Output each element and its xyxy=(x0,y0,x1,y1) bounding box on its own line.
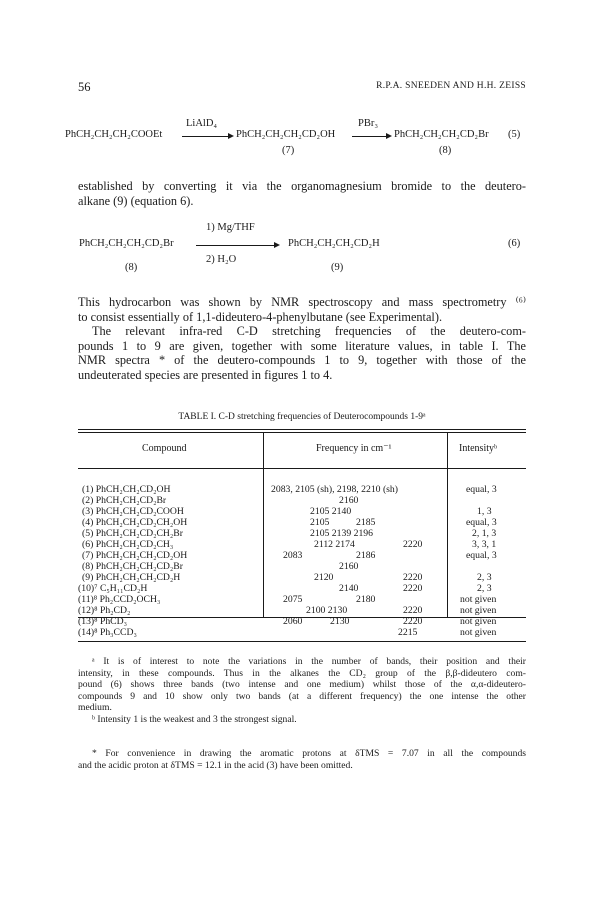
intermediate-alcohol: PhCH₂CH₂CH₂CD₂OH xyxy=(236,129,336,140)
text-line: The relevant infra-red C-D stretching frequencies of the deutero-com- xyxy=(92,324,526,339)
frequency-cell: 2105 2139 2196 xyxy=(310,528,373,539)
frequency-cell: 2112 2174 xyxy=(314,539,355,550)
footnote-line: * For convenience in drawing the aromatic protons at δTMS = 7.07 in all the compounds xyxy=(92,748,526,759)
equation-number: (6) xyxy=(508,238,521,249)
compound-label-7: (7) xyxy=(282,145,295,156)
reagent-pbr3: PBr₃ xyxy=(358,118,379,129)
frequency-cell: 2083 xyxy=(283,550,303,561)
frequency-cell: 2220 xyxy=(403,616,423,627)
reagent-mg-thf: 1) Mg/THF xyxy=(206,222,255,233)
frequency-cell: 2220 xyxy=(403,572,423,583)
paragraph-2 xyxy=(78,295,526,383)
compound-cell: (5) PhCH₂CH₂CD₂CH₂Br xyxy=(82,528,183,539)
product-bromide: PhCH₂CH₂CH₂CD₂Br xyxy=(394,129,489,140)
compound-cell: (6) PhCH₂CH₂CD₂CH₃ xyxy=(82,539,174,550)
page-number: 56 xyxy=(78,80,91,94)
intensity-cell: not given xyxy=(460,616,497,627)
reaction-arrow-2 xyxy=(352,136,390,137)
footnote-line: ᵃ It is of interest to note the variations in the number of bands, their position and their xyxy=(92,656,526,667)
compound-cell: (2) PhCH₂CH₂CD₂Br xyxy=(82,495,167,506)
intensity-cell: not given xyxy=(460,605,497,616)
reaction-arrow-1 xyxy=(182,136,232,137)
intensity-cell: 2, 3 xyxy=(477,572,492,583)
text-line: to consist essentially of 1,1-dideutero-4-phenylbutane (see Experimental). xyxy=(78,309,443,324)
footnote-line: pound (6) shows three bands (two intense and one medium) whilst those of the α,α-dideutero- xyxy=(78,679,526,691)
frequency-cell: 2105 xyxy=(310,517,330,528)
frequency-cell: 2220 xyxy=(403,539,423,550)
frequency-cell: 2186 xyxy=(356,550,376,561)
frequency-cell: 2100 2130 xyxy=(306,605,348,616)
compound-cell: (4) PhCH₂CH₂CD₂CH₂OH xyxy=(82,517,188,528)
compound-cell: (1) PhCH₂CH₂CD₂OH xyxy=(82,484,171,495)
footnote-line: ᵇ Intensity 1 is the weakest and 3 the strongest signal. xyxy=(92,714,297,725)
frequency-cell: 2160 xyxy=(339,495,359,506)
frequency-cell: 2185 xyxy=(356,517,376,528)
frequency-cell: 2130 xyxy=(330,616,350,627)
column-header-intensity: Intensityᵇ xyxy=(459,443,498,454)
compound-cell: (14)⁸ Ph₃CCD₃ xyxy=(78,627,137,638)
product-alkane: PhCH₂CH₂CH₂CD₂H xyxy=(288,238,380,249)
footnote-line: compounds 9 and 10 show only two bands (at a different frequency) the one intense the other xyxy=(78,690,526,702)
compound-cell: (3) PhCH₂CH₂CD₂COOH xyxy=(82,506,184,517)
reagent-water: 2) H₂O xyxy=(206,254,237,265)
compound-label-9: (9) xyxy=(331,262,344,273)
table-header-rule xyxy=(78,468,526,469)
table-column-divider xyxy=(263,432,264,617)
table-top-rule xyxy=(78,429,526,430)
compound-cell: (10)⁷ C₅H₁₁CD₂H xyxy=(78,583,148,594)
intensity-cell: not given xyxy=(460,627,497,638)
compound-cell: (7) PhCH₂CH₂CH₂CD₂OH xyxy=(82,550,188,561)
frequency-cell: 2105 2140 xyxy=(310,506,352,517)
reactant-bromide: PhCH₂CH₂CH₂CD₂Br xyxy=(79,238,174,249)
frequency-cell: 2160 xyxy=(339,561,359,572)
footnote-line: and the acidic proton at δTMS = 12.1 in the acid (3) have been omitted. xyxy=(78,759,353,771)
text-line: undeuterated species are presented in figures 1 to 4. xyxy=(78,367,333,382)
frequency-cell: 2060 xyxy=(283,616,303,627)
intensity-cell: equal, 3 xyxy=(466,484,497,495)
compound-cell: (11)⁸ Ph₂CCD₂OCH₃ xyxy=(78,594,161,605)
frequency-cell: 2220 xyxy=(403,605,423,616)
frequency-cell: 2180 xyxy=(356,594,376,605)
compound-cell: (13)⁸ PhCD₃ xyxy=(78,616,128,627)
intensity-cell: not given xyxy=(460,594,497,605)
text-line: established by converting it via the organomagnesium bromide to the deutero- xyxy=(78,179,526,193)
table-caption: TABLE I. C-D stretching frequencies of Deuterocompounds 1-9ᵃ xyxy=(178,412,426,422)
compound-label-8: (8) xyxy=(125,262,138,273)
intensity-cell: 2, 3 xyxy=(477,583,492,594)
compound-label-8: (8) xyxy=(439,145,452,156)
column-header-compound: Compound xyxy=(142,443,187,454)
compound-cell: (8) PhCH₂CH₂CH₂CD₂Br xyxy=(82,561,183,572)
reaction-arrow-3 xyxy=(196,245,278,246)
compound-cell: (12)⁸ Ph₂CD₂ xyxy=(78,605,131,616)
table-top-rule-2 xyxy=(78,432,526,433)
frequency-cell: 2120 xyxy=(314,572,334,583)
reactant-ester: PhCH₂CH₂CH₂COOEt xyxy=(65,129,163,140)
frequency-cell: 2075 xyxy=(283,594,303,605)
compound-cell: (9) PhCH₂CH₂CH₂CD₂H xyxy=(82,572,181,583)
frequency-cell: 2220 xyxy=(403,583,423,594)
intensity-cell: 1, 3 xyxy=(477,506,492,517)
text-line: NMR spectra * of the deutero-compounds 1 to 9, together with those of the xyxy=(78,353,526,368)
column-header-frequency: Frequency in cm⁻¹ xyxy=(316,443,392,454)
intensity-cell: 2, 1, 3 xyxy=(472,528,497,539)
running-head: R.P.A. SNEEDEN AND H.H. ZEISS xyxy=(376,81,526,91)
footnote-line: medium. xyxy=(78,702,112,714)
text-line: This hydrocarbon was shown by NMR spectroscopy and mass spectrometry ⁽⁶⁾ xyxy=(78,295,526,309)
intensity-cell: equal, 3 xyxy=(466,517,497,528)
reagent-lialD4: LiAlD₄ xyxy=(186,118,218,129)
frequency-cell: 2215 xyxy=(398,627,418,638)
frequency-cell: 2083, 2105 (sh), 2198, 2210 (sh) xyxy=(271,484,399,495)
equation-number: (5) xyxy=(508,129,521,140)
frequency-cell: 2140 xyxy=(339,583,359,594)
text-line: alkane (9) (equation 6). xyxy=(78,193,194,208)
paragraph-1 xyxy=(78,179,526,208)
footnote-line: intensity, in these compounds. Thus in the alkanes the CD₂ group of the β,β-dideutero com- xyxy=(78,667,526,679)
intensity-cell: equal, 3 xyxy=(466,550,497,561)
intensity-cell: 3, 3, 1 xyxy=(472,539,497,550)
text-line: pounds 1 to 9 are given, together with some literature values, in table I. The xyxy=(78,338,526,353)
table-column-divider xyxy=(447,432,448,617)
